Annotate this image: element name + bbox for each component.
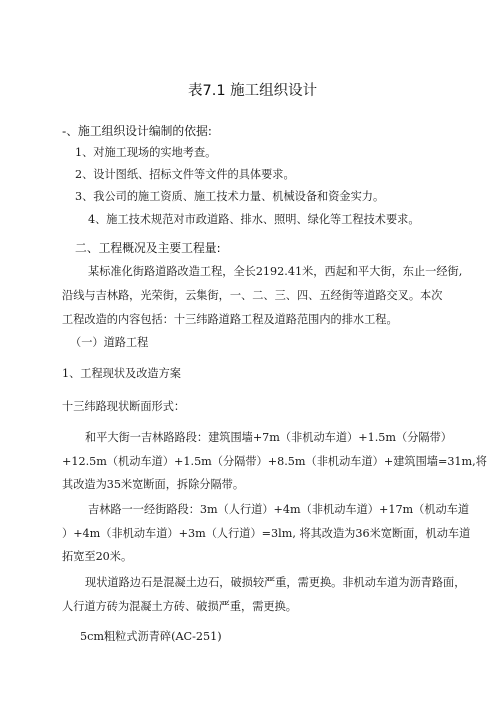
paragraph-line: +12.5m（机动车道）+1.5m（分隔带）+8.5m（非机动车道）+建筑围墙=31m,将: [62, 455, 487, 468]
paragraph-line: 人行道方砖为混凝土方砖、破损严重，需更换。: [62, 600, 297, 613]
paragraph-line: 5cm粗粒式沥青碎(AC-251): [80, 630, 222, 643]
section-heading-overview: 二、工程概况及主要工程量:: [75, 241, 221, 255]
paragraph-line: 沿线与吉林路，光荣街，云集街，一、二、三、四、五经街等道路交叉。本次: [62, 289, 443, 302]
paragraph-line: 吉林路一一经街路段：3m（人行道）+4m（非机动车道）+17m（机动车道: [88, 503, 470, 516]
paragraph-line: 工程改造的内容包括：十三纬路道路工程及道路范围内的排水工程。: [62, 313, 398, 326]
paragraph-line: 拓宽至20米。: [62, 550, 133, 563]
paragraph-line: 和平大街一吉林路路段：建筑围墙+7m（非机动车道）+1.5m（分隔带）: [85, 431, 452, 444]
list-item: 1、对施工现场的实地考查。: [75, 146, 217, 159]
cross-section-label: 十三纬路现状断面形式：: [62, 400, 186, 413]
paragraph-line: 其改造为35米宽断面，拆除分隔带。: [62, 478, 245, 491]
paragraph-line: ）+4m（非机动车道）+3m（人行道）=3lm, 将其改造为36米宽断面，机动车道: [62, 527, 471, 540]
subheading-road-works: （一）道路工程: [70, 336, 149, 349]
list-item: 4、施工技术规范对市政道路、排水、照明、绿化等工程技术要求。: [88, 213, 420, 226]
section-heading-basis: -、施工组织设计编制的依据:: [62, 124, 212, 138]
paragraph-line: 某标准化街路道路改造工程，全长2192.41米，西起和平大街，东止一经街,: [88, 265, 463, 278]
page-title: 表7.1 施工组织设计: [188, 83, 318, 99]
list-item: 2、设计图纸、招标文件等文件的具体要求。: [75, 168, 295, 181]
paragraph-line: 现状道路边石是混凝土边石，破损较严重，需更换。非机动车道为沥青路面，: [85, 576, 466, 589]
subheading-status: 1、工程现状及改造方案: [62, 367, 181, 380]
list-item: 3、我公司的施工资质、施工技术力量、机械设备和资金实力。: [75, 190, 385, 203]
